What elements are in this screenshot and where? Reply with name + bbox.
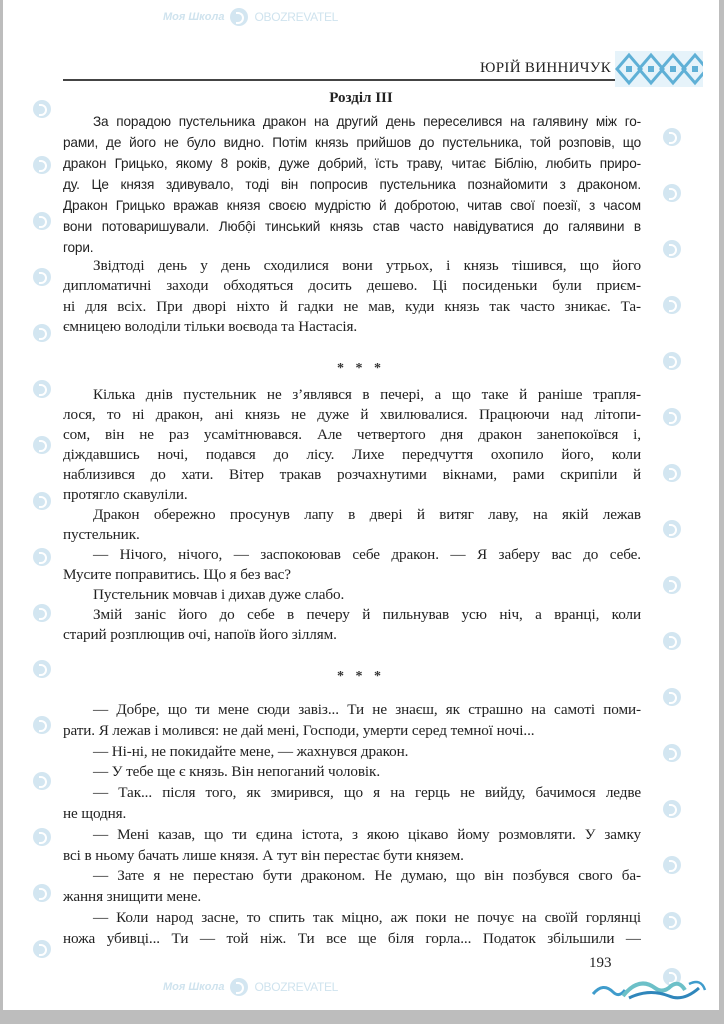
text-line: старий розплющив очі, напоїв його зіллям. <box>63 626 337 643</box>
obozrevatel-logo-icon <box>33 940 51 958</box>
text-line: сом, він не раз усамітнювався. Але четвертого дня дракон занепокоївся і, <box>63 426 641 443</box>
book-page <box>3 0 719 1010</box>
text-line: — Зате я не перестаю бути драконом. Не думаю, що він позбувся свого ба- <box>93 867 641 885</box>
obozrevatel-logo-icon <box>33 884 51 902</box>
text-line: гори. <box>63 240 94 255</box>
text-line: Пустельник мовчав і дихав дуже слабо. <box>93 586 345 603</box>
text-line: — Коли народ засне, то спить так міцно, аж поки не почує на своїй горлянці <box>93 909 641 926</box>
text-line: дипломатичні заходи обходяться досить дешево. Ці посиденьки були приєм- <box>63 277 641 295</box>
obozrevatel-logo-icon <box>33 604 51 622</box>
watermark <box>163 978 338 996</box>
obozrevatel-logo-icon <box>33 268 51 286</box>
text-line: жання знищити мене. <box>63 888 202 906</box>
text-line: Дракон Грицько вражав князя своєю мудрістю й добротою, читав свої поезії, з часом <box>63 198 641 213</box>
text-line: пустельник. <box>63 526 140 543</box>
text-line: Змій заніс його до себе в печеру й пильнував усю ніч, а вранці, коли <box>93 606 641 623</box>
obozrevatel-logo-icon <box>230 8 248 26</box>
obozrevatel-logo-icon <box>663 128 681 146</box>
text-line: Дракон обережно просунув лапу в двері й витяг лаву, на якій лежав <box>93 506 641 523</box>
obozrevatel-logo-icon <box>663 856 681 874</box>
text-line: рами, де його не було видно. Потім князь прийшов до пустельника, той розповів, що <box>63 135 641 150</box>
obozrevatel-logo-icon <box>663 576 681 594</box>
text-line: вони потоваришували. Любội тинський князь став часто навідуватися до галявини в <box>63 219 641 234</box>
text-line: — Нічого, нічого, — заспокоював себе дракон. — Я заберу вас до себе. <box>93 546 641 563</box>
text-line: наблизився до хати. Вітер тракав розчахнутими вікнами, рами скрипіли й <box>63 466 641 483</box>
text-line: ємницею володіли тільки воєвода та Настасія. <box>63 317 358 335</box>
watermark <box>163 8 338 26</box>
text-line: діждавшись ночі, подався до лісу. Лихе передчуття охопило його, коли <box>63 446 641 463</box>
text-line: ножа убивці... Ти — той ніж. Ти все ще біля горла... Податок збільшили — <box>63 929 641 947</box>
obozrevatel-logo-icon <box>663 184 681 202</box>
text-line: Кілька днів пустельник не з’являвся в печері, а що таке й раніше трапля- <box>93 386 641 403</box>
obozrevatel-logo-icon <box>663 632 681 650</box>
watermark-brand: Моя Школа <box>163 11 225 23</box>
running-header-author: ЮРІЙ ВИННИЧУК <box>480 60 611 76</box>
section-separator: * * * <box>337 669 385 684</box>
obozrevatel-logo-icon <box>663 296 681 314</box>
obozrevatel-logo-icon <box>33 828 51 846</box>
text-line: всі в ньому бачать лише князя. А тут він перестає бути князем. <box>63 846 464 864</box>
obozrevatel-logo-icon <box>33 716 51 734</box>
text-line: — Ні-ні, не покидайте мене, — жахнувся дракон. <box>93 742 409 760</box>
text-line: — Мені казав, що ти єдина істота, з якою цікаво йому розмовляти. У замку <box>93 825 641 843</box>
watermark-partner: OBOZREVATEL <box>254 10 339 24</box>
section-separator: * * * <box>337 361 385 376</box>
header-rule <box>63 79 615 81</box>
text-line: дракон Грицько, якому 8 років, дуже добрий, їсть траву, читає Біблію, любить приро- <box>63 156 641 171</box>
chapter-heading: Розділ III <box>329 90 393 106</box>
obozrevatel-logo-icon <box>33 156 51 174</box>
obozrevatel-logo-icon <box>33 436 51 454</box>
obozrevatel-logo-icon <box>33 492 51 510</box>
obozrevatel-logo-icon <box>663 520 681 538</box>
text-line: лося, то ні дракон, ані князь не дуже й хвилювалися. Працюючи над літопи- <box>63 406 641 423</box>
obozrevatel-logo-icon <box>663 408 681 426</box>
text-line: ні для всіх. При дворі ніхто й гадки не мав, куди князь так часто зникає. Та- <box>63 297 641 315</box>
text-line: рати. Я лежав і молився: не дай мені, Господи, умерти серед темної ночі... <box>63 721 535 739</box>
text-line: — У тебе ще є князь. Він непоганий чоловік. <box>93 763 381 781</box>
text-line: Звідтоді день у день сходилися вони утрьох, і князь тішився, що його <box>93 257 641 274</box>
obozrevatel-logo-icon <box>663 240 681 258</box>
text-line: ду. Це князя здивувало, тоді він попросив пустельника познайомити з драконом. <box>63 177 641 192</box>
obozrevatel-logo-icon <box>663 688 681 706</box>
text-line: не щодня. <box>63 805 127 822</box>
obozrevatel-logo-icon <box>33 324 51 342</box>
obozrevatel-logo-icon <box>230 978 248 996</box>
obozrevatel-logo-icon <box>33 548 51 566</box>
ukrainian-ornament-icon <box>615 51 703 87</box>
watermark-brand: Моя Школа <box>163 981 225 993</box>
obozrevatel-logo-icon <box>33 772 51 790</box>
text-line: — Так... після того, як змирився, що я на герць не вийду, бачимося ледве <box>93 784 641 802</box>
obozrevatel-logo-icon <box>663 912 681 930</box>
obozrevatel-logo-icon <box>33 212 51 230</box>
obozrevatel-logo-icon <box>663 744 681 762</box>
text-line: — Добре, що ти мене сюди завіз... Ти не знаєш, як страшно на самоті поми- <box>93 701 641 718</box>
obozrevatel-logo-icon <box>663 800 681 818</box>
wave-ornament-icon <box>589 974 709 1004</box>
obozrevatel-logo-icon <box>33 380 51 398</box>
obozrevatel-logo-icon <box>663 464 681 482</box>
watermark-partner: OBOZREVATEL <box>254 980 339 994</box>
text-line: Мусите поправитись. Що я без вас? <box>63 566 291 583</box>
text-line: протягло скавуліли. <box>63 486 188 503</box>
page-number: 193 <box>589 955 612 971</box>
text-line: За порадою пустельника дракон на другий день переселився на галявину між го- <box>93 114 641 129</box>
